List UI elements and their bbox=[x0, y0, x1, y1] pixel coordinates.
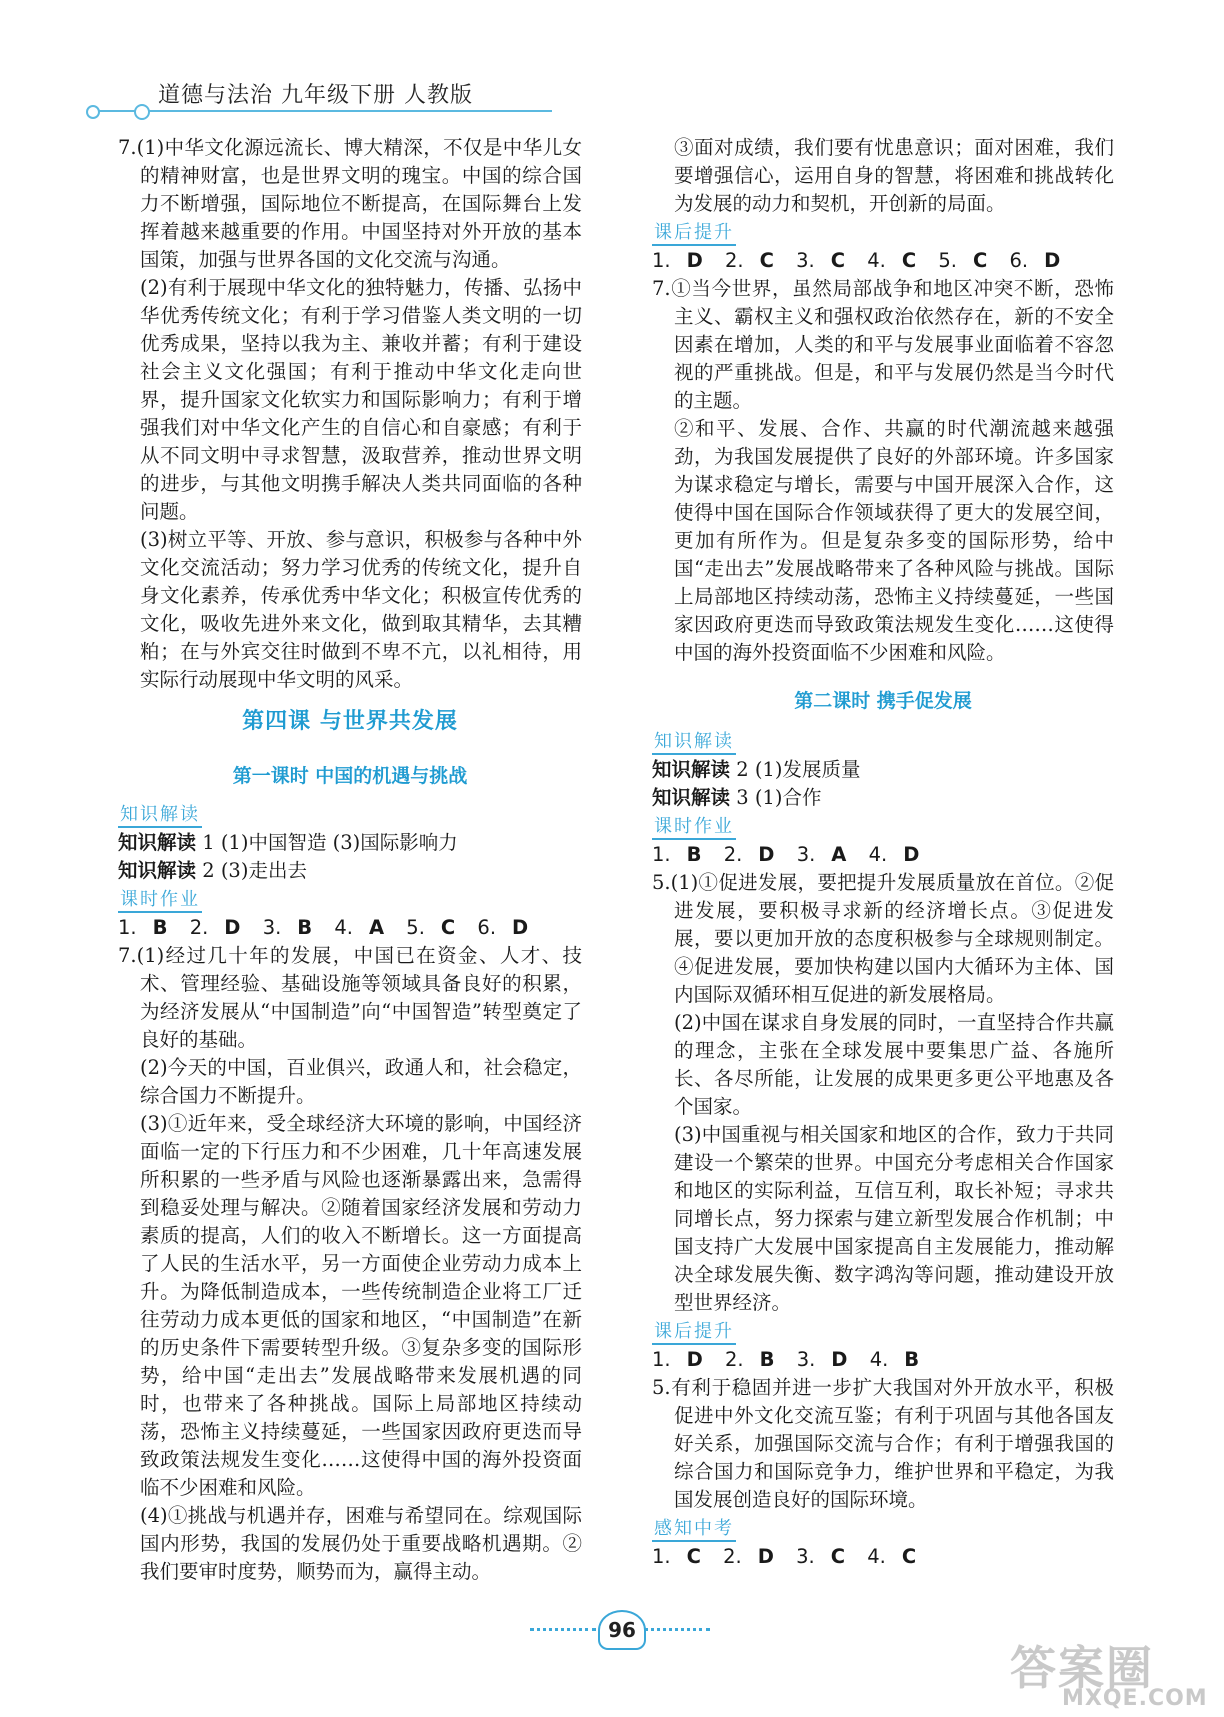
answer-continued: ③面对成绩，我们要有忧患意识；面对困难，我们要增强信心，运用自身的智慧，将困难和挑战转化为发展的动力和契机，开创新的局面。 bbox=[674, 136, 1114, 215]
answer-q7c-part1: 7.①当今世界，虽然局部战争和地区冲突不断，恐怖主义、霸权主义和强权政治依然存在，新的不安全因素在增加，人类的和平与发展事业面临着不容忽视的严重挑战。但是，和平与发展仍然是当今时代的主题。 bbox=[652, 277, 1114, 412]
answer-q7b-part4: (4)①挑战与机遇并存，困难与希望同在。综观国际国内形势，我国的发展仍处于重要战略机遇期。②我们要审时度势，顺势而为，赢得主动。 bbox=[140, 1504, 582, 1583]
knowledge-line-1: 知识解读 1 (1)中国智造 (3)国际影响力 bbox=[118, 831, 458, 854]
after-class-answers-2: 1. D 2. B 3. D 4. B bbox=[652, 1348, 920, 1371]
book-title: 道德与法治 九年级下册 人教版 bbox=[158, 83, 473, 108]
page-header bbox=[0, 0, 1224, 125]
answer-q5a-part3: (3)中国重视与相关国家和地区的合作，致力于共同建设一个繁荣的世界。中国充分考虑相关合作国家和地区的实际利益，互信互利，取长补短；寻求共同增长点，努力探索与建立新型发展合作机制；中国支持广大发展中国家提高自主发展能力，推动解决全球发展失衡、数字鸿沟等问题，推动建设开放型世界经济。 bbox=[674, 1123, 1114, 1314]
section-label-knowledge-2: 知识解读 bbox=[652, 731, 736, 755]
answer-q7-part2: (2)有利于展现中华文化的独特魅力，传播、弘扬中华优秀传统文化；有利于学习借鉴人类文明的一切优秀成果，坚持以我为主、兼收并蓄；有利于建设社会主义文化强国；有利于推动中华文化走向世界，提升国家文化软实力和国际影响力；有利于增强我们对中华文化产生的自信心和自豪感；有利于从不同文明中寻求智慧，汲取营养，推动世界文明的进步，与其他文明携手解决人类共同面临的各种问题。 bbox=[140, 276, 582, 523]
answer-q5b: 5.有利于稳固并进一步扩大我国对外开放水平，积极促进中外文化交流互鉴；有利于巩固与其他各国友好关系，加强国际交流与合作；有利于增强我国的综合国力和国际竞争力，维护世界和平稳定，为我国发展创造良好的国际环境。 bbox=[652, 1376, 1114, 1511]
watermark-url: MXQE.COM bbox=[1062, 1686, 1208, 1711]
left-column bbox=[118, 134, 582, 1586]
right-column bbox=[652, 134, 1114, 1571]
watermark-logo: 答案圈 bbox=[1010, 1641, 1154, 1695]
section-label-homework: 课时作业 bbox=[118, 889, 202, 913]
answer-q7-part1: 7.(1)中华文化源远流长、博大精深，不仅是中华儿女的精神财富，也是世界文明的瑰宝。中国的综合国力不断增强，国际地位不断提高，在国际舞台上发挥着越来越重要的作用。中国坚持对外开放的基本国策，加强与世界各国的文化交流与沟通。 bbox=[118, 136, 582, 271]
footer-dots-left bbox=[530, 1628, 596, 1631]
answer-q7b-part3: (3)①近年来，受全球经济大环境的影响，中国经济面临一定的下行压力和不少困难，几十年高速发展所积累的一些矛盾与风险也逐渐暴露出来，急需得到稳妥处理与解决。②随着国家经济发展和劳动力素质的提高，人们的收入不断增长。这一方面提高了人民的生活水平，另一方面使企业劳动力成本上升。为降低制造成本，一些传统制造企业将工厂迁往劳动力成本更低的国家和地区，“中国制造”在新的历史条件下需要转型升级。③复杂多变的国际形势，给中国“走出去”发展战略带来发展机遇的同时，也带来了各种挑战。国际上局部地区持续动荡，恐怖主义持续蔓延，一些国家因政府更迭而导致政策法规发生变化……这使得中国的海外投资面临不少困难和风险。 bbox=[140, 1112, 582, 1499]
exam-answers: 1. C 2. D 3. C 4. C bbox=[652, 1545, 917, 1568]
answer-q7-part3: (3)树立平等、开放、参与意识，积极参与各种中外文化交流活动；努力学习优秀的传统文化，提升自身文化素养，传承优秀中华文化；积极宣传优秀的文化，吸收先进外来文化，做到取其精华，去其糟粕；在与外宾交往时做到不卑不亢，以礼相待，用实际行动展现中华文明的风采。 bbox=[140, 528, 582, 691]
period-title-2: 第二课时 携手促发展 bbox=[794, 690, 972, 712]
header-circle-large bbox=[134, 104, 150, 120]
period-title-1: 第一课时 中国的机遇与挑战 bbox=[232, 765, 468, 787]
footer-dots-right bbox=[644, 1628, 710, 1631]
section-label-knowledge: 知识解读 bbox=[118, 804, 202, 828]
knowledge-line-r2: 知识解读 2 (1)发展质量 bbox=[652, 758, 861, 781]
answer-q7c-part2: ②和平、发展、合作、共赢的时代潮流越来越强劲，为我国发展提供了良好的外部环境。许多国家为谋求稳定与增长，需要与中国开展深入合作，这使得中国在国际合作领域获得了更大的发展空间，更加有所作为。但是复杂多变的国际形势，给中国“走出去”发展战略带来了各种风险与挑战。国际上局部地区持续动荡，恐怖主义持续蔓延，一些国家因政府更迭而导致政策法规发生变化……这使得中国的海外投资面临不少困难和风险。 bbox=[674, 417, 1114, 664]
homework-answers-2: 1. B 2. D 3. A 4. D bbox=[652, 843, 920, 866]
section-label-after-class-1: 课后提升 bbox=[652, 222, 736, 246]
section-label-after-class-2: 课后提升 bbox=[652, 1321, 736, 1345]
page-number: 96 bbox=[598, 1610, 646, 1650]
lesson-title: 第四课 与世界共发展 bbox=[242, 709, 458, 734]
knowledge-line-r3: 知识解读 3 (1)合作 bbox=[652, 786, 822, 809]
section-label-homework-2: 课时作业 bbox=[652, 816, 736, 840]
answer-q5a-part2: (2)中国在谋求自身发展的同时，一直坚持合作共赢的理念，主张在全球发展中要集思广益、各施所长、各尽所能，让发展的成果更多更公平地惠及各个国家。 bbox=[674, 1011, 1114, 1118]
homework-answers: 1. B 2. D 3. B 4. A 5. C 6. D bbox=[118, 916, 529, 939]
answer-q5a-part1: 5.(1)①促进发展，要把提升发展质量放在首位。②促进发展，要积极寻求新的经济增长点。③促进发展，要以更加开放的态度积极参与全球规则制定。④促进发展，要加快构建以国内大循环为主体、国内国际双循环相互促进的新发展格局。 bbox=[652, 871, 1114, 1006]
after-class-answers-1: 1. D 2. C 3. C 4. C 5. C 6. D bbox=[652, 249, 1061, 272]
header-rule bbox=[88, 110, 552, 112]
answer-q7b-part1: 7.(1)经过几十年的发展，中国已在资金、人才、技术、管理经验、基础设施等领域具备良好的积累，为经济发展从“中国制造”向“中国智造”转型奠定了良好的基础。 bbox=[118, 944, 582, 1051]
section-label-exam: 感知中考 bbox=[652, 1518, 736, 1542]
header-circle-small bbox=[86, 105, 100, 119]
answer-q7b-part2: (2)今天的中国，百业俱兴，政通人和，社会稳定，综合国力不断提升。 bbox=[140, 1056, 582, 1107]
knowledge-line-2: 知识解读 2 (3)走出去 bbox=[118, 859, 307, 882]
